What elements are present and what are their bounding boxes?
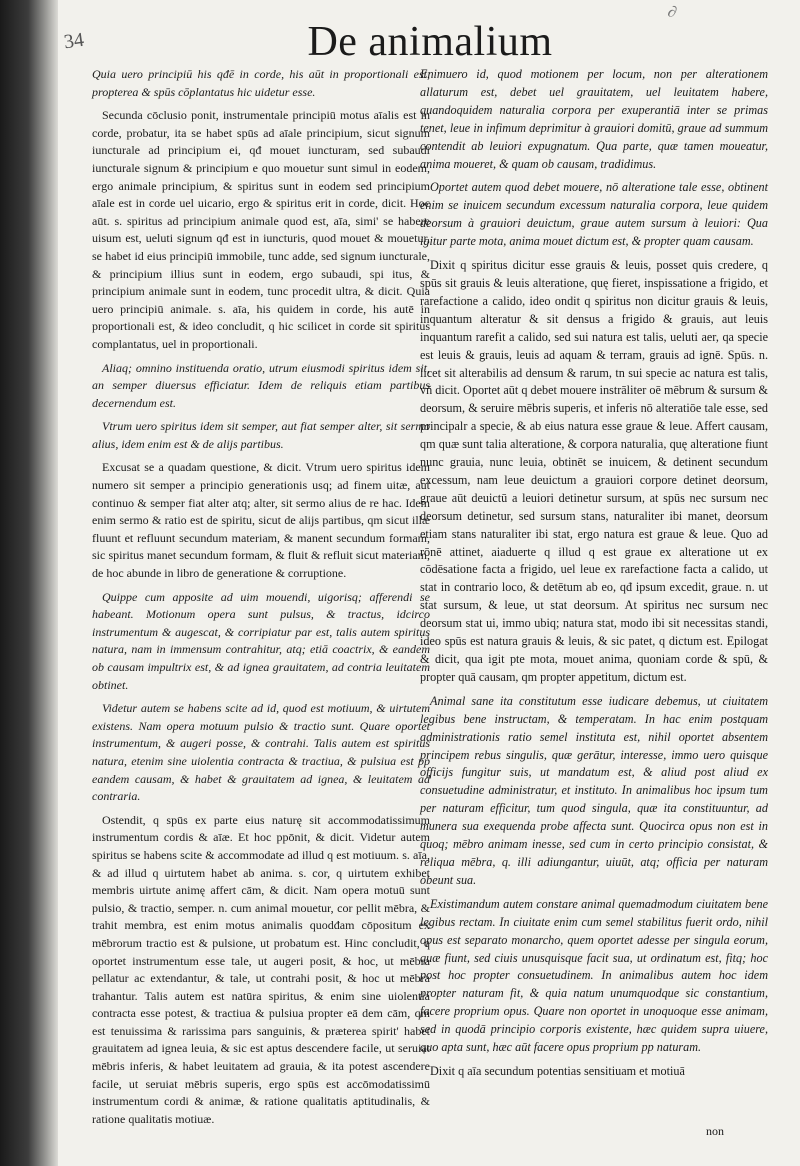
catchword: non — [706, 1124, 724, 1138]
right-column — [420, 66, 768, 1087]
paragraph: Animal sane ita constitutum esse iudicare debemus, ut ciuitatem legibus bene instructam, & temperatam. In hac enim postquam administrationis ratio semel instituta est, nihil oportet absentem principem rebus singulis, quæ gerātur, interesse, immo uero quisque officijs fungitur suis, ut mandatum est, & aliud post aliud ex consuetudine administratur, et instituto. In animalibus hoc ipsum tum per naturam efficitur, tum quod singula, quæ ita constituuntur, ad munera sua exequenda probe affecta sunt. Quocirca opus non est in quoq; mēbro animam inesse, sed cum in certo principio consistat, & reliqua mēbra, q. illi adiungantur, uiuūt, atq; officia per naturam obeunt sua. — [420, 693, 768, 887]
paragraph: Enimuero id, quod motionem per locum, non per alterationem allaturum est, debet uel grauitatem, uel leuitatem habere, quandoquidem naturalia corpora per exuperantiā inter se primas tenet, leue in infimum deprimitur à grauiori domitū, graue ad summum contendit ab leuiori expugnatum. Qua parte, quæ tamen moueatur, anima moueret, & quam ob causam, tradidimus. — [420, 67, 768, 171]
paragraph: Quippe cum apposite ad uim mouendi, uigorisq; afferendi se habeant. Motionum opera sunt pulsus, & tractus, idcirco instrumentum & augescat, & corripiatur par est, talis autem spiritus natura, nam in immensum contrahitur, atq; etiā coactrix, & eandem ob causam impultrix est, & ad ignea grauitatem, ad contria leuitatem obtinet. — [92, 589, 430, 692]
paragraph: Dixit q aīa secundum potentias sensitiuam et motiuā — [430, 1063, 685, 1078]
paragraph: Aliaq; omnino instituenda oratio, utrum eiusmodi spiritus idem sit, an semper diuersus efficiatur. Idem de reliquis etiam partibus decernendum est. — [92, 360, 430, 410]
margin-mark: ∂ — [665, 3, 679, 22]
paragraph: Vtrum uero spiritus idem sit semper, aut fiat semper alter, sit sermo alius, idem enim est & de alijs partibus. — [92, 419, 430, 451]
paragraph: Dixit q spiritus dicitur esse grauis & leuis, posset quis credere, q spūs sit grauis & leuis alteratione, quę fieret, inspissatione a frigido, et rarefactione a calido, ideo ondit q spiritus non dicitur grauis & leuis, inquantum alteratur & sit densus a frigido & grauis, aut leuis inquantum rarefit a calido, sed sui natura est talis, ueluti aer, qa specie est leuis & grauis, leuis ad aquam & terram, grauis ad ignē. Spūs. n. licet sit alterabilis ad densum & rarum, tn sui specie ac natura est talis, vñ dicit. Oportet aūt q debet mouere instrāliter oē mēbrum & sursum & deorsum, & seruire mēbris superis, et inferis nō alteratiōe tale esse, sed principalr a specie, & ab eius natura esse graue & leue. Affert causam, qm quæ sunt talia alteratione, & corpora naturalia, quę alteratione fiunt nunc grauia, nunc leuia, obtinēt se inuicem, & detinent secundum excessum, nam leue deuictum a grauiori corpore detinet deorsum, graue aūt deuictū a leuiori detinetur sursum, at spūs nec sursum nec deorsum detinetur, sed sursum stans, naturaliter ibi manet, deorsum etiam stans naturaliter ibi stat, ergo natura est graue & leue. Quo ad rōnē attinet, aiaduerte q illud q est graue ex alteratione ut ex cōdēsatione facta a frigido, uel leue ex rarefactione facta a calido, ut stat in contrario loco, & detētum ab eo, qđ ipsum excedit, graue. n. ut stat sursum, & leue, ut stat deorsum. At spiritus nec sursum nec deorsum stat ui, immo ubiq; natura stat, modo ibi sit necessitas standi, ideo spūs est natura grauis & leuis, & sic patet, q dictum est. Epilogat & dicit, qua igit pte mota, mouet anima, quoniam corde & spū, & propter quā causam, qm propter appetitum, dictum est. — [420, 258, 768, 684]
paragraph: Quia uero principiū his qđē in corde, his aūt in proportionali est, propterea & spūs cōplantatus hic uidetur esse. — [92, 67, 430, 99]
paragraph: Videtur autem se habens scite ad id, quod est motiuum, & uirtutem existens. Nam opera motuum pulsio & tractio sunt. Quare oportet instrumentum, & augeri posse, & contrahi. Talis autem est spiritus natura, etenim sine uiolentia contracta & tractiua, & pulsiua est pp eandem causam, & habet & grauitatem ad ignea, & leuitatem ad contraria. — [92, 701, 430, 804]
binding-gutter — [0, 0, 58, 1166]
paragraph: Secunda cōclusio ponit, instrumentale principiū motus aīalis est in corde, probatur, ita se habet spūs ad aīale principium, sicut signum iuncturale ad principium ei, qđ mouet iuncturam, sed subaudi iuncturale signum & principium e quo mouetur sunt simul in eodem, ergo animale principium, & spiritus sunt in eodem sed principium aīale est in corde uel uicario, ergo & spiritus erit in corde, dicit. Hoc aūt. s. spiritus ad principium animale quod est, aīa, simi' se habere uisum est, ueluti signum qđ est in iuncturis, quod mouet & mouetur, se habet id eius principiū immobile, tunc adde, sed signum iuncturale, & principium illius sunt in eodem, ergo subaudi, spi itus, & principium animale sunt in eodem, tunc procedit ultra, & dicit. Quia uero principiū animale. s. aīa, his quidem in corde, his autē in proportionali est, & ideo concludit, q hic scilicet in corde sit spiritus complantatus, uel in proportionali. — [92, 108, 430, 351]
paragraph: Ostendit, q spūs ex parte eius naturę sit accommodatissimum instrumentum cordis & aīæ. Et hoc ppōnit, & dicit. Videtur autem spiritus se habens scite & accommodate ad illud q est motiuum. s. aīa, & ad illud q uirtutem habet ab anima. s. cor, q uirtutem exhibet membris uirtute animę affert cām, & dicit. Nam opera motuū sunt pulsio, & tractio, semper. n. cum animal mouetur, cor pellit mēbra, & trahit membra, est enim motus animalis quodđam cōpositum ex mēbrorum tractio est & pulsione, ut probatum est. Hinc concludit, q oportet instrumentum esse tale, ut augeri posit, & hoc, ut mēbra pellatur ac extendantur, & tale, ut contrahi posit, & hoc ut mēbra trahantur. Talis autem est natūra spiritus, & enim sine uiolentia contracta esse potest, & tractiua & pulsiua propter eā dem cām, qm est tenuissima & rarissima pars sanguinis, & præterea spirit' habet grauitatem ad ignea leuia, & sic est aptus descendere facile, ut seruiat mēbris inferis, & habet leuitatem ad grauia, & ita potest ascendere facile, ut seruiat mēbris superis, ergo spūs est accōmodatissimū instrumentum cordi & animæ, & ratione qualitatis aptitudinalis, & ratione qualitatis motiuæ. — [92, 812, 430, 1126]
left-column — [92, 66, 430, 1134]
paragraph: Excusat se a quadam questione, & dicit. Vtrum uero spiritus idem numero sit semper a principio generationis usq; ad finem uitæ, aut continuo & semper fiat alter atq; alter, sit sermo alius de re hac. Idem enim sermo & ratio est de spiritu, sicut de alijs partibus, qm sicut illæ fluunt et refluunt secundum materiam, & manent secundum formam, sic spiritus manet secundum formam, & fluit & refluit sicut materiam, de hoc abunde in libro de generatione & corruptione. — [92, 460, 430, 581]
running-title: De animalium — [307, 19, 553, 65]
paragraph: Oportet autem quod debet mouere, nō alteratione tale esse, obtinent enim se inuicem secundum excessum naturalia corpora, leue quidem deorsum à grauiori deuictum, graue autem sursum à leuiori: Qua igitur parte mota, anima mouet dictum est, & propter quam causam. — [420, 180, 768, 249]
paragraph: Existimandum autem constare animal quemadmodum ciuitatem bene legibus rectam. In ciuitate enim cum semel stabilitus fuerit ordo, nihil opus est separato monarcho, quem oportet adesse per singula eorum, quæ fiunt, sed ciuis unusquisque facit sua, ut ordinatum est, fitq; hoc post hoc propter consuetudinem. In animalibus autem hoc idem propter naturam fit, & quia natum unumquodque sic constantium, facere proprium opus. Quare non oportet in unoquoque esse animam, sed in quodā principio corporis existente, hæc quidem supra uiuere, quo apta sunt, hæc aūt facere opus proprium pp naturam. — [420, 896, 768, 1055]
folio-number: 34 — [62, 28, 86, 54]
